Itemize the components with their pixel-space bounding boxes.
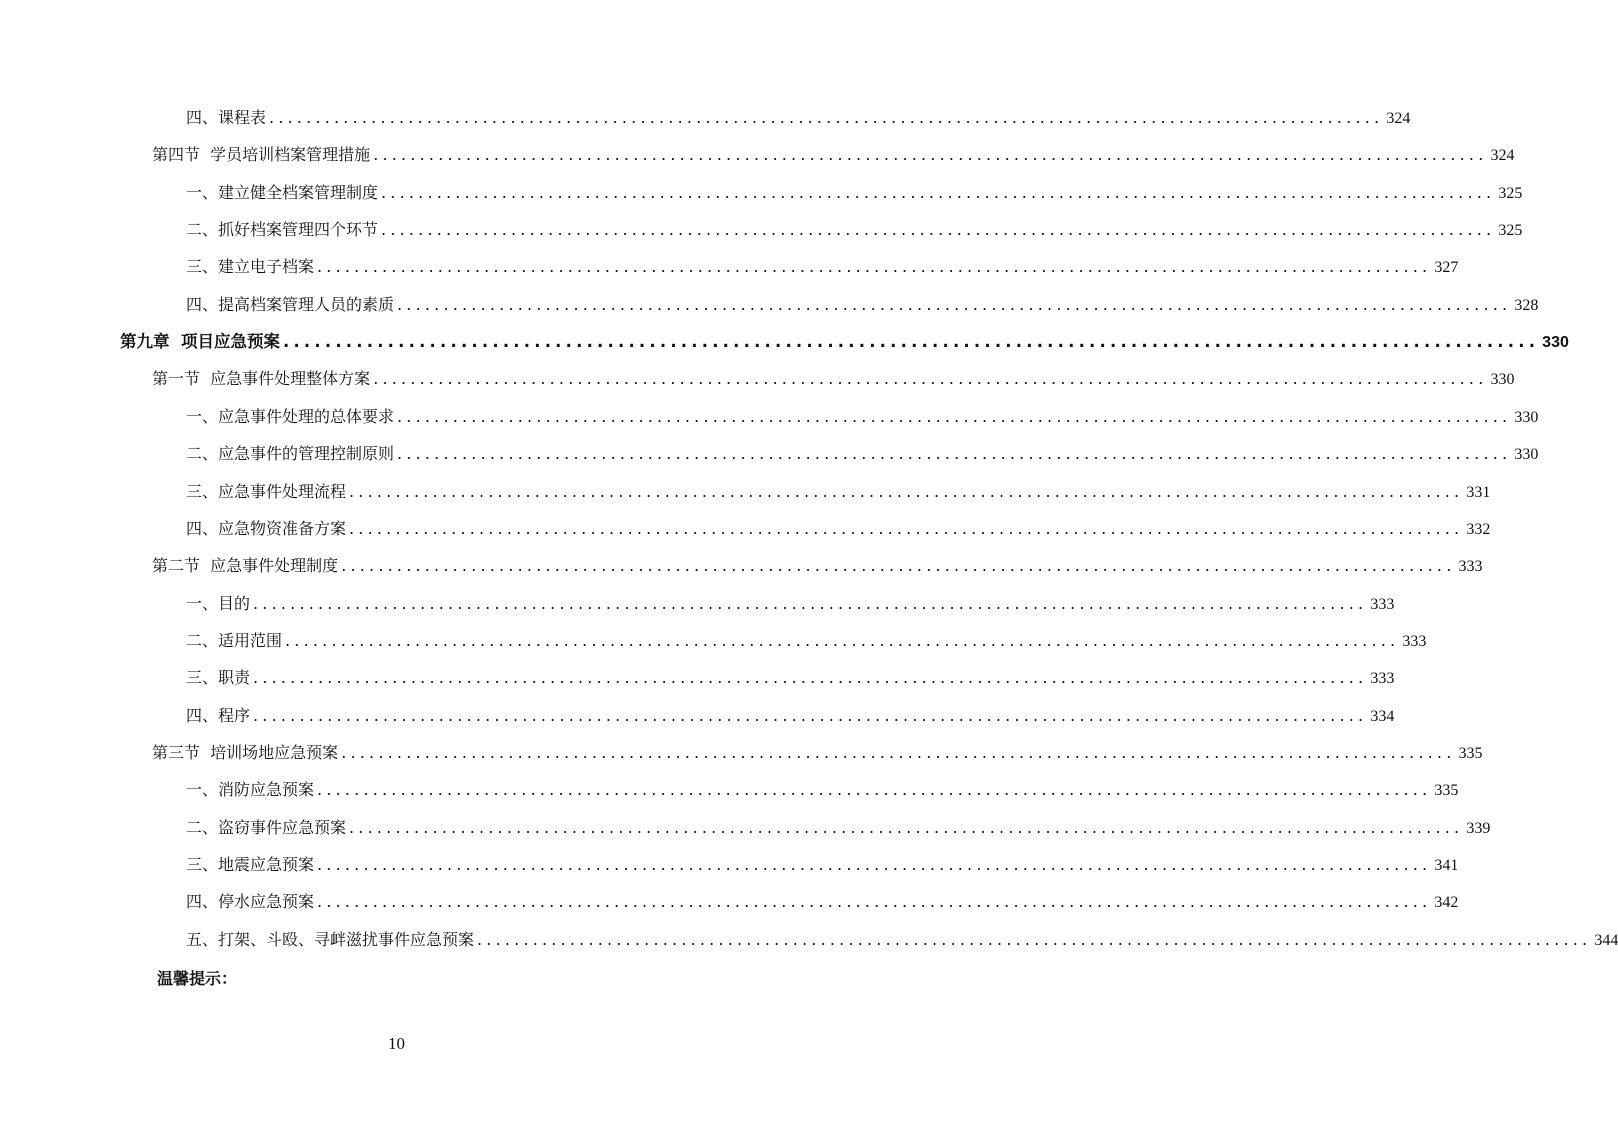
toc-entry-page: 333 <box>1370 670 1395 687</box>
toc-entry-title: 第三节 培训场地应急预案 <box>152 743 339 762</box>
toc-leader-dots: ........................................................................................................................ <box>253 668 1368 687</box>
toc-leader-dots: ........................................................................................................................ <box>381 183 1496 202</box>
toc-entry-page: 324 <box>1490 147 1515 164</box>
toc-leader-dots: ........................................................................................................................ <box>373 145 1488 164</box>
toc-entry-title: 四、应急物资准备方案 <box>186 519 347 538</box>
toc-leader-dots: ........................................................................................................................ <box>381 220 1496 239</box>
toc-entry[interactable] <box>186 108 1411 130</box>
toc-entry-title: 三、应急事件处理流程 <box>186 482 347 501</box>
toc-entry-title: 二、应急事件的管理控制原则 <box>186 444 395 463</box>
toc-entry-page: 339 <box>1466 820 1491 837</box>
toc-entry-title: 四、停水应急预案 <box>186 892 315 911</box>
toc-entry-page: 334 <box>1370 708 1395 725</box>
toc-entry[interactable] <box>186 407 1539 429</box>
toc-entry-title: 五、打架、斗殴、寻衅滋扰事件应急预案 <box>186 930 475 949</box>
toc-leader-dots: ........................................................................................................................ <box>283 332 1540 351</box>
toc-entry-page: 328 <box>1514 297 1539 314</box>
toc-entry-page: 331 <box>1466 484 1491 501</box>
toc-entry[interactable] <box>186 220 1523 242</box>
toc-entry[interactable] <box>186 257 1459 279</box>
toc-entry-title: 二、抓好档案管理四个环节 <box>186 220 379 239</box>
toc-leader-dots: ........................................................................................................................ <box>397 444 1512 463</box>
toc-entry[interactable] <box>186 631 1427 653</box>
toc-leader-dots: ........................................................................................................................ <box>253 594 1368 613</box>
toc-entry-page: 330 <box>1514 409 1539 426</box>
toc-leader-dots: ........................................................................................................................ <box>349 519 1464 538</box>
toc-entry[interactable] <box>186 855 1459 877</box>
toc-leader-dots: ........................................................................................................................ <box>397 295 1512 314</box>
toc-entry-page: 333 <box>1402 633 1427 650</box>
toc-leader-dots: ........................................................................................................................ <box>341 743 1456 762</box>
toc-entry-page: 325 <box>1498 222 1523 239</box>
toc-entry-page: 344 <box>1594 932 1618 949</box>
toc-leader-dots: ........................................................................................................................ <box>349 818 1464 837</box>
toc-leader-dots: ........................................................................................................................ <box>285 631 1400 650</box>
toc-entry-page: 330 <box>1514 446 1539 463</box>
toc-entry-title: 二、适用范围 <box>186 631 283 650</box>
toc-leader-dots: ........................................................................................................................ <box>317 257 1432 276</box>
toc-leader-dots: ........................................................................................................................ <box>477 930 1592 949</box>
toc-leader-dots: ........................................................................................................................ <box>253 706 1368 725</box>
toc-entry[interactable] <box>152 145 1515 167</box>
toc-entry-title: 第一节 应急事件处理整体方案 <box>152 369 371 388</box>
toc-entry-page: 342 <box>1434 894 1459 911</box>
toc-leader-dots: ........................................................................................................................ <box>349 482 1464 501</box>
toc-entry[interactable] <box>186 295 1539 317</box>
toc-entry[interactable] <box>186 706 1395 728</box>
toc-entry[interactable] <box>186 668 1395 690</box>
toc-entry[interactable] <box>186 183 1523 205</box>
toc-entry-title: 第二节 应急事件处理制度 <box>152 556 339 575</box>
toc-leader-dots: ........................................................................................................................ <box>341 556 1456 575</box>
toc-entry-title: 一、目的 <box>186 594 251 613</box>
toc-leader-dots: ........................................................................................................................ <box>317 780 1432 799</box>
toc-entry-title: 一、消防应急预案 <box>186 780 315 799</box>
toc-entry-page: 327 <box>1434 259 1459 276</box>
toc-entry-page: 324 <box>1386 110 1411 127</box>
toc-entry[interactable] <box>120 332 1569 354</box>
toc-entry[interactable] <box>186 519 1491 541</box>
toc-entry[interactable] <box>186 444 1539 466</box>
toc-leader-dots: ........................................................................................................................ <box>317 892 1432 911</box>
toc-entry-title: 三、地震应急预案 <box>186 855 315 874</box>
toc-entry[interactable] <box>152 743 1483 765</box>
toc-entry-page: 330 <box>1542 334 1569 351</box>
toc-leader-dots: ........................................................................................................................ <box>397 407 1512 426</box>
toc-entry[interactable] <box>186 482 1491 504</box>
toc-entry[interactable] <box>152 369 1515 391</box>
toc-entry[interactable] <box>186 780 1459 802</box>
toc-entry-title: 第九章 项目应急预案 <box>120 332 280 351</box>
toc-entry[interactable] <box>186 930 1618 952</box>
toc-entry-title: 第四节 学员培训档案管理措施 <box>152 145 371 164</box>
toc-entry-page: 335 <box>1434 782 1459 799</box>
toc-leader-dots: ........................................................................................................................ <box>317 855 1432 874</box>
toc-entry-page: 335 <box>1458 745 1483 762</box>
toc-leader-dots: ........................................................................................................................ <box>373 369 1488 388</box>
toc-entry-page: 332 <box>1466 521 1491 538</box>
toc-leader-dots: ........................................................................................................................ <box>269 108 1384 127</box>
page-number: 10 <box>388 1034 405 1053</box>
toc-entry[interactable] <box>152 556 1483 578</box>
toc-entry-title: 一、建立健全档案管理制度 <box>186 183 379 202</box>
toc-entry-page: 325 <box>1498 185 1523 202</box>
toc-entry[interactable] <box>186 818 1491 840</box>
toc-entry-page: 341 <box>1434 857 1459 874</box>
toc-entry-page: 333 <box>1370 596 1395 613</box>
toc-entry-title: 三、建立电子档案 <box>186 257 315 276</box>
toc-entry-title: 三、职责 <box>186 668 251 687</box>
toc-entry-title: 二、盗窃事件应急预案 <box>186 818 347 837</box>
toc-entry-page: 333 <box>1458 558 1483 575</box>
note-heading: 温馨提示： <box>157 969 238 988</box>
toc-entry-title: 四、课程表 <box>186 108 267 127</box>
toc-entry-title: 四、提高档案管理人员的素质 <box>186 295 395 314</box>
toc-entry-page: 330 <box>1490 371 1515 388</box>
toc-entry[interactable] <box>186 892 1459 914</box>
toc-entry-title: 四、程序 <box>186 706 251 725</box>
toc-entry[interactable] <box>186 594 1395 616</box>
toc-entry-title: 一、应急事件处理的总体要求 <box>186 407 395 426</box>
